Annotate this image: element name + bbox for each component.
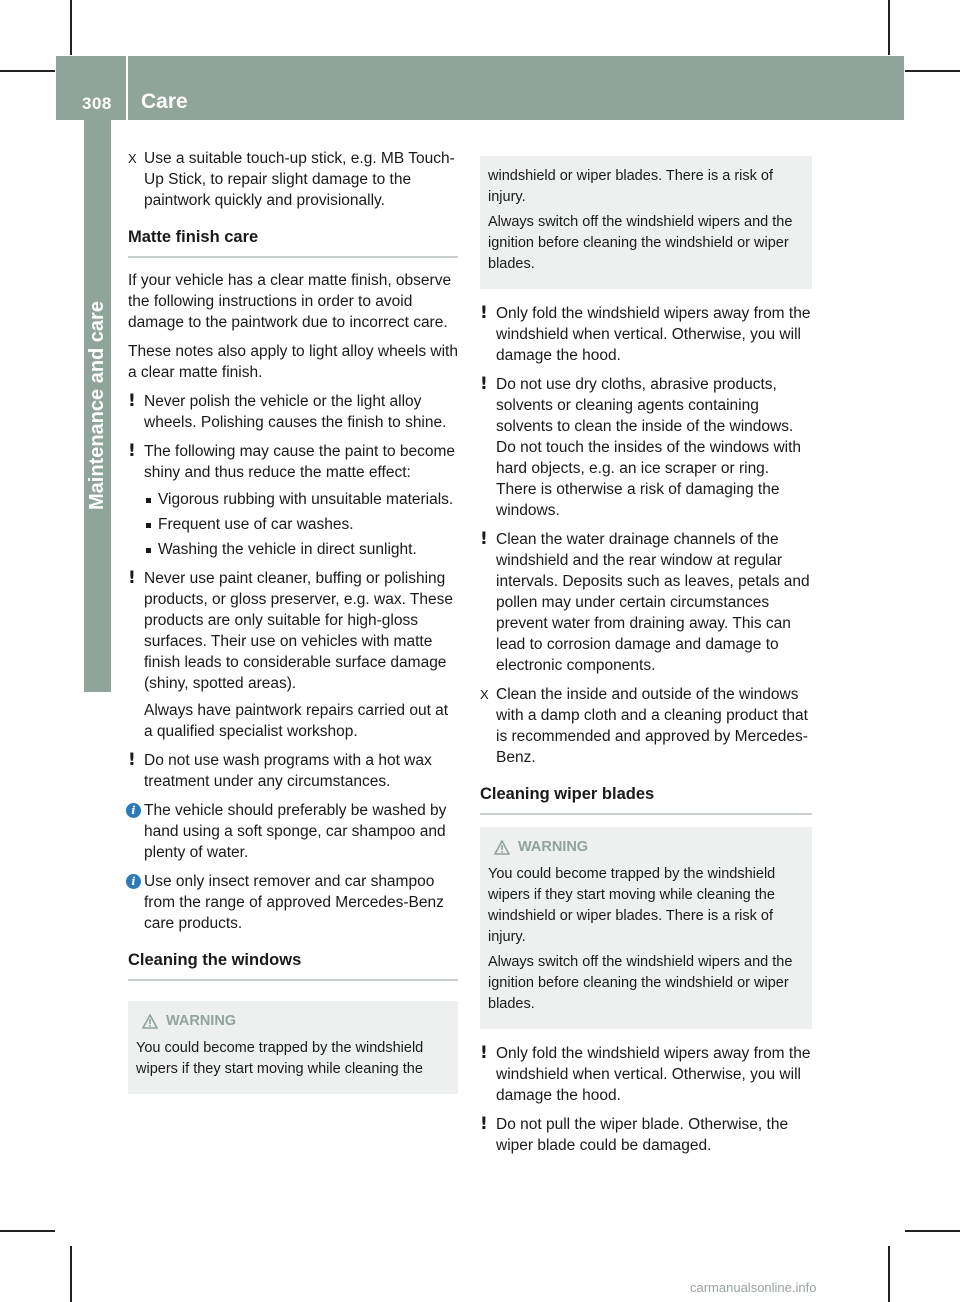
info-icon: i [126, 803, 141, 818]
caution-icon: ! [480, 374, 488, 394]
caution-note [480, 1043, 812, 1106]
step-item [128, 148, 458, 211]
warning-text: You could become trapped by the windshield wipers if they start moving while cleaning the [136, 1040, 424, 1077]
note-text: Only fold the windshield wipers away from the windshield when vertical. Otherwise, you will damage the hood. [496, 1045, 811, 1104]
step-arrow-icon: X [128, 151, 137, 166]
page-header [56, 56, 904, 120]
header-divider [126, 56, 128, 120]
watermark: carmanualsonline.info [690, 1280, 817, 1295]
caution-icon: ! [128, 391, 136, 411]
caution-icon: ! [128, 750, 136, 770]
section-heading: Cleaning wiper blades [480, 776, 812, 815]
warning-text: Always switch off the windshield wipers and the ignition before cleaning the windshield or wiper blades. [488, 214, 793, 272]
crop-mark [70, 0, 72, 55]
warning-title [136, 1011, 450, 1032]
note-text: Always have paintwork repairs carried out at a qualified specialist workshop. [144, 702, 449, 740]
bullet-list [144, 489, 458, 560]
warning-triangle-icon [142, 1014, 158, 1029]
warning-label: WARNING [166, 1013, 237, 1029]
crop-mark [0, 1230, 55, 1232]
warning-triangle-icon [494, 840, 510, 855]
step-text: Use a suitable touch-up stick, e.g. MB Touch-Up Stick, to repair slight damage to the paintwork quickly and provisionally. [144, 150, 455, 209]
warning-title [488, 837, 804, 858]
caution-note [128, 441, 458, 560]
info-icon: i [126, 874, 141, 889]
crop-mark [70, 1246, 72, 1302]
caution-note [128, 750, 458, 792]
crop-mark [888, 0, 890, 55]
paragraph: These notes also apply to light alloy wheels with a clear matte finish. [128, 343, 458, 381]
paragraph: If your vehicle has a clear matte finish, observe the following instructions in order to avoid damage to the paintwork due to incorrect care. [128, 272, 452, 331]
caution-icon: ! [480, 1114, 488, 1134]
note-text: Never use paint cleaner, buffing or polishing products, or gloss preserver, e.g. wax. These products are only suitable for high-gloss surfaces. Their use on vehicles with matte finish leads to considerable surface damage (shiny, spotted areas). [144, 570, 454, 692]
info-note [128, 800, 458, 863]
warning-box [128, 1001, 458, 1094]
note-text: The vehicle should preferably be washed by hand using a soft sponge, car shampoo and plenty of water. [144, 802, 447, 861]
caution-note [128, 391, 458, 433]
caution-note [480, 374, 812, 521]
list-item: Washing the vehicle in direct sunlight. [144, 539, 458, 560]
left-column [128, 148, 458, 1108]
caution-icon: ! [480, 1043, 488, 1063]
crop-mark [905, 1230, 960, 1232]
note-text: The following may cause the paint to become shiny and thus reduce the matte effect: [144, 443, 456, 481]
section-heading: Cleaning the windows [128, 942, 458, 981]
note-text: Use only insect remover and car shampoo from the range of approved Mercedes-Benz care products. [144, 873, 444, 932]
page-number: 308 [82, 94, 112, 113]
caution-icon: ! [480, 303, 488, 323]
list-item: Vigorous rubbing with unsuitable materials. [144, 489, 458, 510]
step-arrow-icon: X [480, 687, 489, 702]
crop-mark [0, 70, 55, 72]
warning-box-continued [480, 156, 812, 289]
step-item [480, 684, 812, 768]
caution-note [128, 568, 458, 742]
section-heading: Matte finish care [128, 219, 458, 258]
note-text: Do not use wash programs with a hot wax treatment under any circumstances. [144, 752, 432, 790]
warning-box [480, 827, 812, 1029]
warning-text: You could become trapped by the windshield wipers if they start moving while cleaning the windshield or wiper blades. There is a risk of injury. [488, 866, 776, 945]
caution-icon: ! [128, 441, 136, 461]
info-note [128, 871, 458, 934]
note-text: Only fold the windshield wipers away from the windshield when vertical. Otherwise, you will damage the hood. [496, 305, 811, 364]
warning-label: WARNING [518, 839, 589, 855]
crop-mark [905, 70, 960, 72]
note-text: Never polish the vehicle or the light alloy wheels. Polishing causes the finish to shine. [144, 393, 447, 431]
list-item: Frequent use of car washes. [144, 514, 458, 535]
warning-text: windshield or wiper blades. There is a risk of injury. [488, 168, 774, 205]
warning-text: Always switch off the windshield wipers and the ignition before cleaning the windshield or wiper blades. [488, 954, 793, 1012]
note-text: Clean the water drainage channels of the windshield and the rear window at regular intervals. Deposits such as leaves, petals and pollen may under certain circumstances prevent water from draining away. This can lead to corrosion damage and damage to electronic components. [496, 531, 810, 674]
note-text: Do not use dry cloths, abrasive products, solvents or cleaning agents containing solvents to clean the inside of the windows. Do not touch the insides of the windows with hard objects, e.g. an ice scraper or ring. There is otherwise a risk of damaging the windows. [496, 376, 802, 519]
note-text: Do not pull the wiper blade. Otherwise, the wiper blade could be damaged. [496, 1116, 789, 1154]
page-title: Care [141, 90, 188, 113]
caution-note [480, 529, 812, 676]
step-text: Clean the inside and outside of the windows with a damp cloth and a cleaning product that is recommended and approved by Mercedes-Benz. [496, 686, 808, 766]
section-tab [84, 120, 111, 692]
caution-icon: ! [128, 568, 136, 588]
caution-note [480, 1114, 812, 1156]
caution-note [480, 303, 812, 366]
crop-mark [888, 1246, 890, 1302]
right-column [480, 148, 812, 1164]
caution-icon: ! [480, 529, 488, 549]
section-label: Maintenance and care [86, 301, 108, 511]
